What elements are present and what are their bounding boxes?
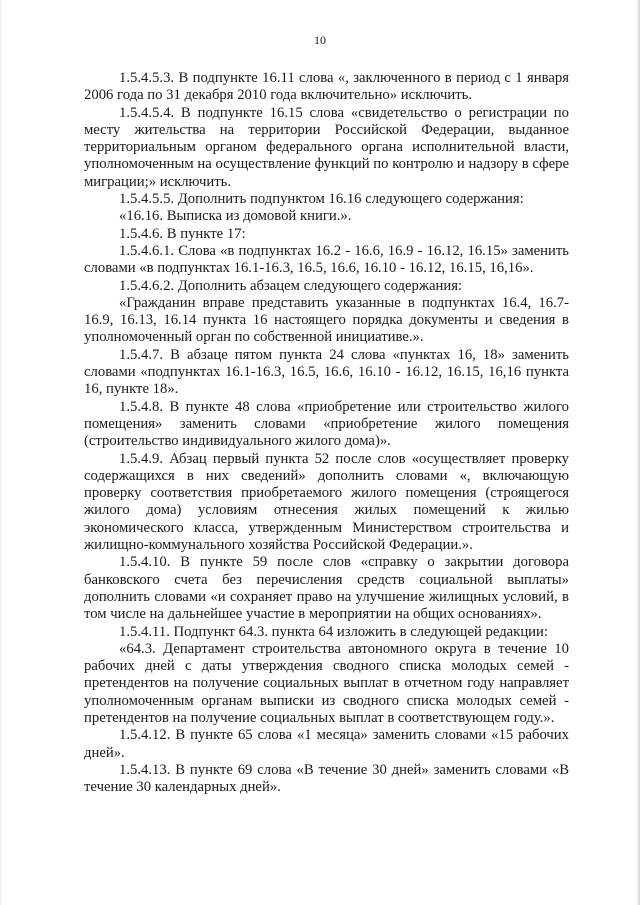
paragraph-1-5-4-11: 1.5.4.11. Подпункт 64.3. пункта 64 изложить в следующей редакции: — [119, 623, 548, 640]
paragraph-1-5-4-7: 1.5.4.7. В абзаце пятом пункта 24 слова «пунктах 16, 18» заменить словами «подпунктах 16.1-16.3, 16.5, 16.6, 16.10 - 16.12, 16.15, 16,16 пункта 16, пункте 18». — [84, 346, 569, 398]
paragraph-quote-16-16: «16.16. Выписка из домовой книги.». — [119, 208, 352, 225]
paragraph-1-5-4-5-3: 1.5.4.5.3. В подпункте 16.11 слова «, заключенного в период с 1 января 2006 года по 31 декабря 2010 года включительно» исключить. — [84, 70, 569, 104]
paragraph-1-5-4-5-4: 1.5.4.5.4. В подпункте 16.15 слова «свидетельство о регистрации по месту жительства на территории Российской Федерации, выданное территориальным органом федерального органа исполнительной власти, уполномоченным на осуществление функций по контролю и надзору в сфере миграции;» исключить. — [84, 104, 569, 190]
paragraph-1-5-4-10: 1.5.4.10. В пункте 59 после слов «справку о закрытии договора банковского счета без перечисления средств социальной выплаты» дополнить словами «и сохраняет право на улучшение жилищных условий, в том числе на дальнейшее участие в мероприятии на общих основаниях». — [84, 554, 569, 623]
paragraph-1-5-4-9: 1.5.4.9. Абзац первый пункта 52 после слов «осуществляет проверку содержащихся в них сведений» дополнить словами «, включающую проверку соответствия приобретаемого жилого помещения (строящегося жилого дома) условиям отнесения жилых помещений к жилью экономического класса, утвержденным Министерством строительства и жилищно-коммунального хозяйства Российской Федерации.». — [84, 450, 569, 554]
page-number: 10 — [314, 33, 326, 47]
paragraph-1-5-4-8: 1.5.4.8. В пункте 48 слова «приобретение или строительство жилого помещения» заменить словами «приобретение жилого помещения (строительство индивидуального жилого дома)». — [84, 398, 569, 450]
paragraph-1-5-4-5-5: 1.5.4.5.5. Дополнить подпунктом 16.16 следующего содержания: — [119, 191, 524, 208]
paragraph-1-5-4-6-2: 1.5.4.6.2. Дополнить абзацем следующего содержания: — [119, 277, 463, 294]
paragraph-quote-64-3: «64.3. Департамент строительства автономного округа в течение 10 рабочих дней с даты утверждения сводного списка молодых семей - претендентов на получение социальных выплат в отчетном году направляет уполномоченным органам выписки из сводного списка молодых семей - претендентов на получение социальных выплат в соответствующем году.». — [84, 640, 569, 726]
paragraph-1-5-4-6-1: 1.5.4.6.1. Слова «в подпунктах 16.2 - 16.6, 16.9 - 16.12, 16.15» заменить словами «в подпунктах 16.1-16.3, 16.5, 16.6, 16.10 - 16.12, 16.15, 16,16». — [84, 242, 569, 277]
paragraph-1-5-4-12: 1.5.4.12. В пункте 65 слова «1 месяца» заменить словами «15 рабочих дней». — [84, 727, 569, 761]
paragraph-1-5-4-6: 1.5.4.6. В пункте 17: — [119, 225, 246, 242]
paragraph-1-5-4-13: 1.5.4.13. В пункте 69 слова «В течение 30 дней» заменить словами «В течение 30 календарных дней». — [84, 761, 569, 796]
scan-edge-left — [0, 0, 2, 905]
document-body — [84, 70, 569, 796]
paragraph-quote-citizen-right: «Гражданин вправе представить указанные в подпунктах 16.4, 16.7-16.9, 16.13, 16.14 пункта 16 настоящего порядка документы и сведения в уполномоченный орган по собственной инициативе.». — [84, 294, 569, 346]
